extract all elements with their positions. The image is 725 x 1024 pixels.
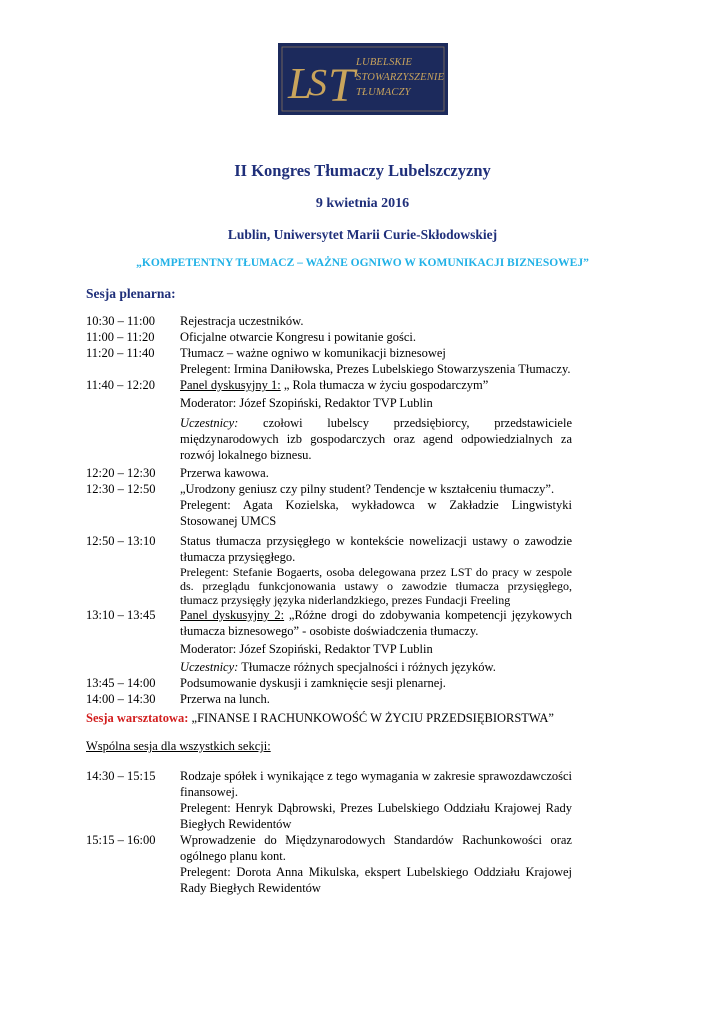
schedule-row <box>86 832 572 896</box>
schedule-text: Rodzaje spółek i wynikające z tego wymagania w zakresie sprawozdawczości finansowej. <box>180 769 572 799</box>
schedule-time: 11:00 – 11:20 <box>86 330 155 344</box>
schedule-row <box>86 329 572 345</box>
schedule-row <box>86 533 572 607</box>
schedule-text: Oficjalne otwarcie Kongresu i powitanie gości. <box>180 330 417 344</box>
schedule-time: 15:15 – 16:00 <box>86 833 156 847</box>
participants-text: czołowi lubelscy przedsiębiorcy, przedstawiciele międzynarodowych izb gospodarczych oraz agend odpowiedzialnych za rozwój lokalnego biznesu. <box>180 416 572 462</box>
logo-line-1: LUBELSKIE <box>356 57 413 68</box>
schedule-text: Wprowadzenie do Międzynarodowych Standardów Rachunkowości oraz ogólnego planu kont. <box>180 833 572 863</box>
logo-line-3: TŁUMACZY <box>356 87 411 98</box>
schedule-time: 13:45 – 14:00 <box>86 676 156 690</box>
congress-date: 9 kwietnia 2016 <box>315 196 410 211</box>
schedule-time: 14:30 – 15:15 <box>86 769 156 783</box>
schedule-time: 11:40 – 12:20 <box>86 378 155 392</box>
schedule-row <box>86 377 572 463</box>
schedule-speaker: Prelegent: Stefanie Bogaerts, osoba delegowana przez LST do pracy w zespole ds. przeglądu funkcjonowania ustawy o zawodzie tłumacza przysięgłego, tłumacz przysięgły języka niderlandzkiego, prezes Fundacji Freeling <box>180 565 572 607</box>
schedule-time: 13:10 – 13:45 <box>86 608 156 622</box>
schedule-speaker: Prelegent: Henryk Dąbrowski, Prezes Lubelskiego Oddziału Krajowej Rady Biegłych Rewidentów <box>180 801 572 831</box>
participants-label: Uczestnicy: <box>180 416 239 430</box>
schedule-speaker: Prelegent: Agata Kozielska, wykładowca w Zakładzie Lingwistyki Stosowanej UMCS <box>180 498 572 528</box>
schedule-text: Tłumacz – ważne ogniwo w komunikacji biznesowej <box>180 346 446 360</box>
participants-text: Tłumacze różnych specjalności i różnych języków. <box>238 660 496 674</box>
schedule-row <box>86 465 572 481</box>
panel-moderator: Moderator: Józef Szopiński, Redaktor TVP Lublin <box>180 396 433 410</box>
schedule-row <box>86 481 572 529</box>
panel-moderator: Moderator: Józef Szopiński, Redaktor TVP Lublin <box>180 642 433 656</box>
workshop-schedule <box>86 768 572 896</box>
schedule-time: 14:00 – 14:30 <box>86 692 156 706</box>
schedule-text: Podsumowanie dyskusji i zamknięcie sesji plenarnej. <box>180 676 446 690</box>
lst-logo <box>278 43 448 115</box>
logo-line-2: STOWARZYSZENIE <box>356 72 445 83</box>
participants-label: Uczestnicy: <box>180 660 239 674</box>
workshop-title: „FINANSE I RACHUNKOWOŚĆ W ŻYCIU PRZEDSIĘBIORSTWA” <box>188 711 554 725</box>
workshop-heading <box>86 711 554 726</box>
schedule-text: Rejestracja uczestników. <box>180 314 304 328</box>
schedule-row <box>86 345 572 377</box>
panel-title: „Różne drogi do zdobywania kompetencji językowych tłumacza biznesowego” - osobiste doświadczenia tłumaczy. <box>180 608 572 638</box>
schedule-time: 10:30 – 11:00 <box>86 314 155 328</box>
plenary-schedule <box>86 313 572 707</box>
schedule-row <box>86 607 572 675</box>
schedule-row <box>86 691 572 707</box>
schedule-text: Przerwa na lunch. <box>180 692 270 706</box>
schedule-text: „Urodzony geniusz czy pilny student? Tendencje w kształceniu tłumaczy”. <box>180 482 555 496</box>
schedule-text: Status tłumacza przysięgłego w kontekście nowelizacji ustawy o zawodzie tłumacza przysięgłego. <box>180 534 572 564</box>
congress-motto: „KOMPETENTNY TŁUMACZ – WAŻNE OGNIWO W KOMUNIKACJI BIZNESOWEJ” <box>136 257 589 269</box>
schedule-text: Przerwa kawowa. <box>180 466 269 480</box>
common-session-heading: Wspólna sesja dla wszystkich sekcji: <box>86 739 271 753</box>
schedule-row <box>86 675 572 691</box>
panel-title: „ Rola tłumacza w życiu gospodarczym” <box>280 378 489 392</box>
schedule-row <box>86 313 572 329</box>
schedule-speaker: Prelegent: Dorota Anna Mikulska, ekspert Lubelskiego Oddziału Krajowej Rady Biegłych Rewidentów <box>180 865 572 895</box>
schedule-speaker: Prelegent: Irmina Daniłowska, Prezes Lubelskiego Stowarzyszenia Tłumaczy. <box>180 362 571 376</box>
schedule-row <box>86 768 572 832</box>
panel-label: Panel dyskusyjny 2: <box>180 608 285 622</box>
schedule-time: 12:50 – 13:10 <box>86 534 156 548</box>
schedule-time: 11:20 – 11:40 <box>86 346 155 360</box>
congress-title: II Kongres Tłumaczy Lubelszczyzny <box>234 161 491 180</box>
panel-label: Panel dyskusyjny 1: <box>180 378 281 392</box>
workshop-label: Sesja warsztatowa: <box>86 711 189 725</box>
congress-venue: Lublin, Uniwersytet Marii Curie-Skłodowskiej <box>227 227 498 242</box>
schedule-time: 12:30 – 12:50 <box>86 482 156 496</box>
svg-text:S: S <box>308 62 327 104</box>
svg-text:L: L <box>288 59 313 108</box>
schedule-time: 12:20 – 12:30 <box>86 466 156 480</box>
plenary-heading: Sesja plenarna: <box>86 286 176 301</box>
svg-text:T: T <box>328 59 355 112</box>
